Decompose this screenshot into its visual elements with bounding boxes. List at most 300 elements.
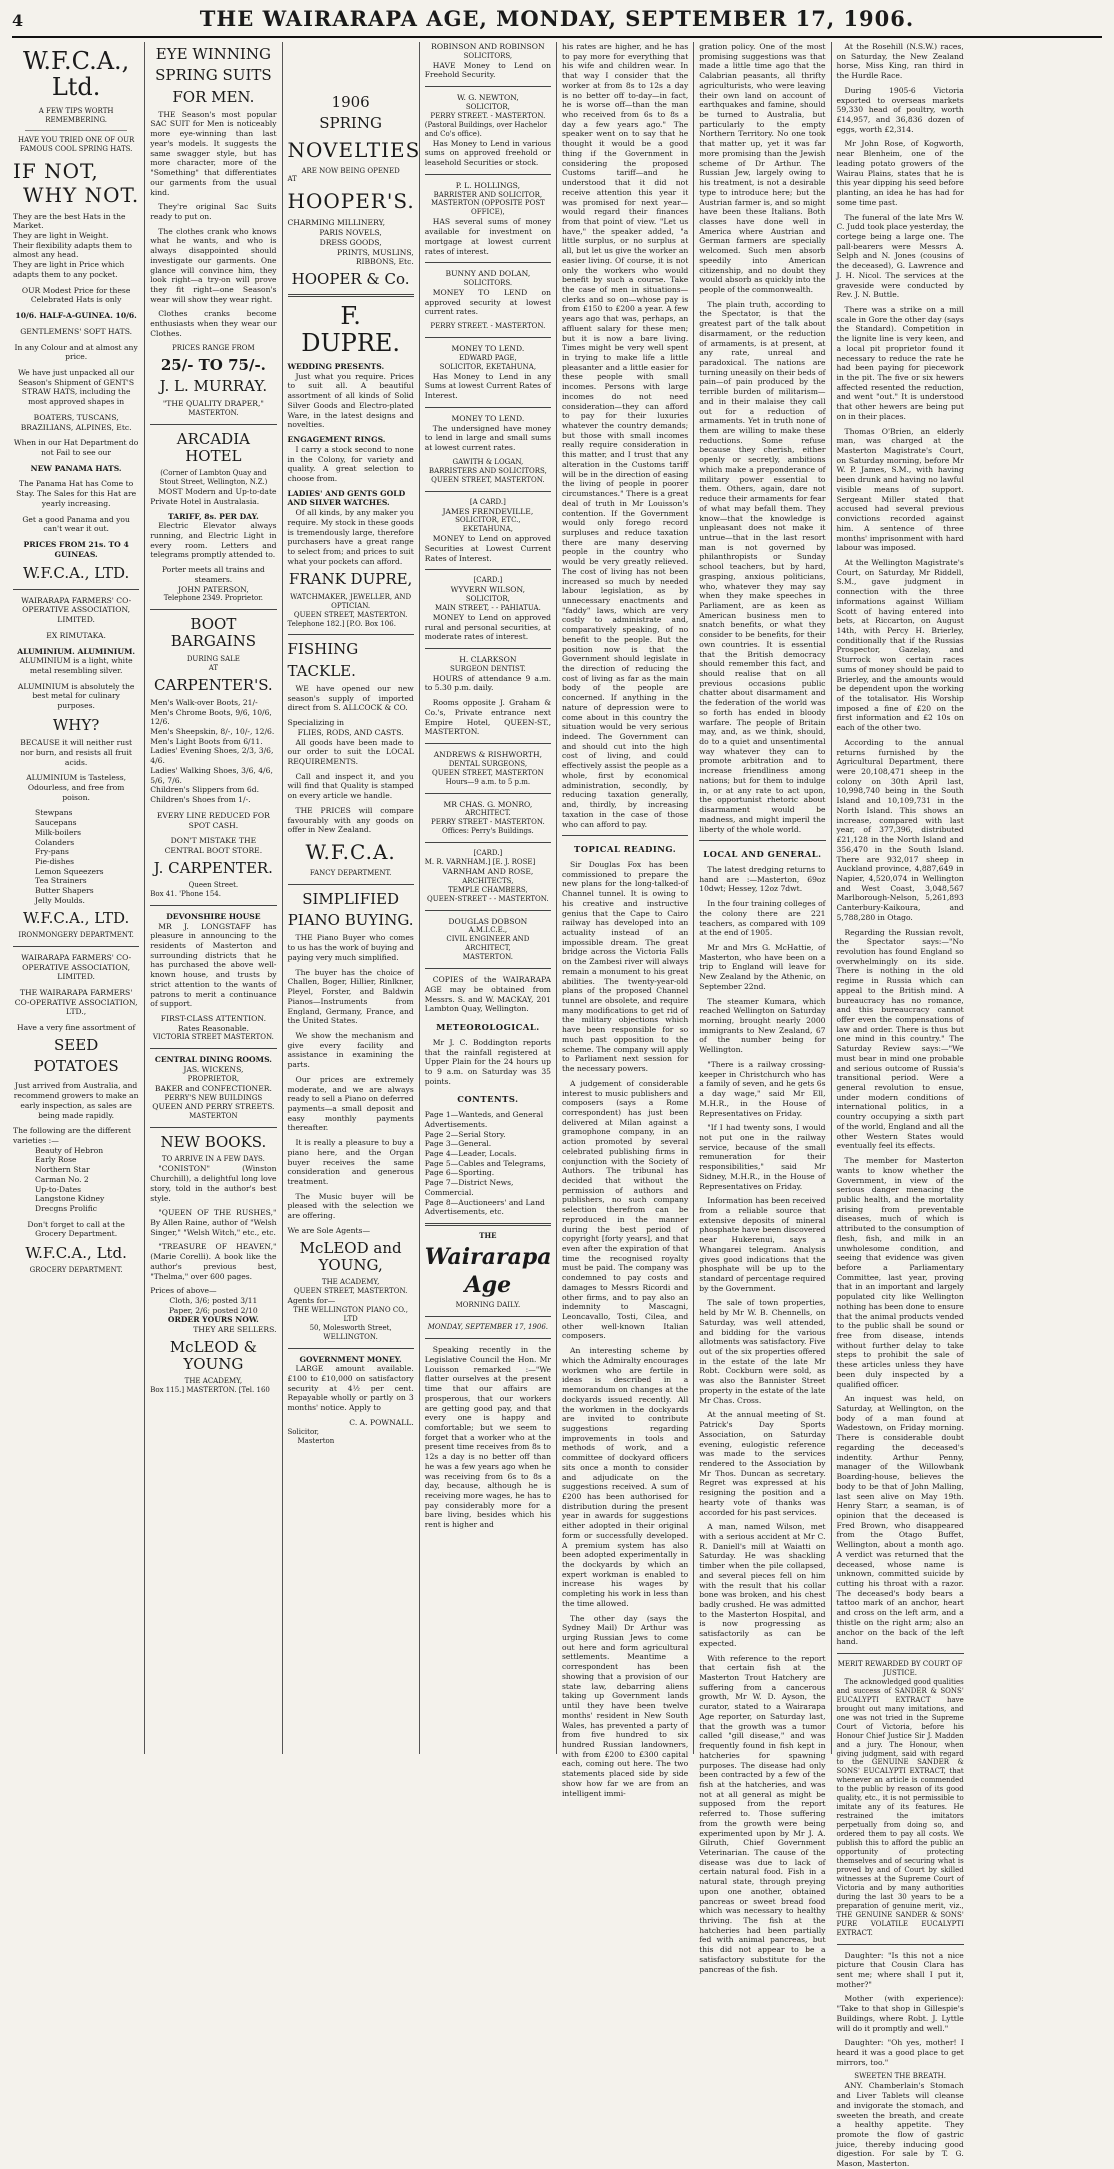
- list-item: PARIS NOVELS,: [319, 228, 382, 238]
- pownall: C. A. POWNALL.: [349, 1417, 414, 1427]
- meteorological-heading: METEOROLOGICAL.: [436, 1022, 540, 1033]
- contents-list: [425, 1110, 551, 1217]
- divider: [425, 910, 551, 911]
- quality-draper: "THE QUALITY DRAPER,": [162, 399, 264, 409]
- divider: [562, 835, 688, 836]
- ad-tried: HAVE YOU TRIED ONE OF OUR FAMOUS COOL SPRING HATS.: [17, 135, 135, 153]
- list-item: CHARMING MILLINERY,: [287, 218, 386, 228]
- dialogue-3: Daughter: "Oh yes, mother! I heard it was a good place to get mirrors, too.": [836, 2038, 964, 2067]
- wickens-town: MASTERTON: [189, 1112, 238, 1121]
- fishing-text-2: All goods have been made to our order to suit the LOCAL REQUIREMENTS.: [287, 737, 414, 766]
- arcadia-text: MOST Modern and Up-to-date Private Hotel in Australasia.: [150, 487, 277, 506]
- molesworth: 50, Molesworth Street,: [309, 1323, 392, 1332]
- divider: [13, 589, 139, 590]
- contents-item: Page 3—General.: [424, 1139, 492, 1149]
- hat-line: Their flexibility adapts them to almost any head.: [13, 240, 132, 260]
- hat-line: They are light in Weight.: [13, 231, 109, 241]
- academy-address: QUEEN STREET, MASTERTON.: [293, 1287, 408, 1296]
- association: WAIRARAPA FARMERS' CO-OPERATIVE ASSOCIATION, LIMITED.: [21, 595, 132, 625]
- contents-item: Page 4—Leader, Locals.: [424, 1149, 517, 1159]
- local-item: "There is a railway crossing-keeper in Christchurch who has a family of seven, and he gets 6s a day wage," said Mr Ell, M.H.R., in the House of Representatives on Friday.: [699, 1059, 826, 1118]
- robinson-text: HAVE Money to Lend on Freehold Security.: [424, 60, 551, 80]
- divider: [425, 842, 551, 843]
- divider: [288, 1348, 414, 1349]
- book-2: "QUEEN OF THE RUSHES," By Allen Raine, author of "Welsh Singer," "Welsh Witch," etc., etc.: [150, 1208, 277, 1237]
- baker: BAKER and CONFECTIONER.: [154, 1083, 272, 1093]
- frendeville: JAMES FRENDEVILLE,: [442, 506, 534, 516]
- varnham-address: QUEEN-STREET - - MASTERTON.: [427, 894, 549, 903]
- watches: LADIES' AND GENTS GOLD AND SILVER WATCHES.: [287, 488, 406, 508]
- divider: [425, 648, 551, 649]
- bunny-sol: SOLICITORS.: [463, 278, 513, 287]
- dont-mistake: DON'T MISTAKE THE CENTRAL BOOT STORE.: [164, 836, 263, 855]
- soft-hats-sub: In any Colour and at almost any price.: [14, 342, 138, 362]
- murray-town: MASTERTON.: [188, 408, 239, 417]
- list-item: Beauty of Hebron: [35, 1145, 104, 1155]
- during-sale: DURING SALE: [186, 654, 240, 663]
- divider: [425, 86, 551, 87]
- monro: MR CHAS. G. MONRO,: [443, 799, 533, 809]
- wyvern-sol: SOLICITOR,: [465, 594, 510, 603]
- frendeville-text: MONEY to Lend on approved Securities at Lowest Current Rates of Interest.: [424, 534, 551, 563]
- local-general-heading: LOCAL AND GENERAL.: [703, 849, 822, 860]
- list-item: Langstone Kidney: [35, 1194, 105, 1204]
- wellington: WELLINGTON.: [323, 1332, 378, 1341]
- money-to-lend-2: MONEY TO LEND.: [451, 413, 525, 423]
- divider: [837, 1653, 964, 1654]
- contents-item: Page 6—Sporting.: [424, 1168, 495, 1178]
- contents-heading: CONTENTS.: [457, 1094, 519, 1105]
- divider: [425, 968, 551, 969]
- suits-text-2: They're original Sac Suits ready to put on.: [150, 202, 277, 221]
- gawith-address: QUEEN STREET, MASTERTON.: [431, 475, 545, 484]
- have-very: Have a very fine assortment of: [16, 1023, 136, 1033]
- arcadia-text-2: Electric Elevator always running, and Electric Light in every room. Letters and telegrams promptly attended to.: [150, 521, 277, 560]
- sweeten-text: ANY. Chamberlain's Stomach and Liver Tablets will cleanse and invigorate the stomach, and sweeten the breath, and create a healthy appetite. They promote the flow of gastric juice, thereby inducing good digestion. For sale by T. G. Mason, Masterton.: [836, 2081, 964, 2169]
- newton: W. G. NEWTON,: [456, 93, 519, 103]
- list-item: Milk-boilers: [35, 827, 81, 837]
- andrews: ANDREWS & RISHWORTH,: [433, 750, 543, 759]
- arcadia-address: (Corner of Lambton Quay and Stout Street, Wellington, N.Z.): [159, 469, 268, 487]
- queen-perry: QUEEN AND PERRY STREETS.: [152, 1102, 275, 1112]
- divider: [425, 174, 551, 175]
- hat-shapes: BOATERS, TUSCANS, BRAZILIANS, ALPINES, Etc.: [20, 412, 132, 432]
- divider: [699, 840, 825, 841]
- clarkson: H. CLARKSON: [459, 655, 517, 665]
- solicitor: Solicitor,: [287, 1427, 319, 1436]
- dental: DENTAL SURGEONS,: [448, 759, 528, 768]
- local-item: "If I had twenty sons, I would not put one in the railway service, because of the small remuneration for their responsibilities," said Mr Sidney, M.H.R., in the House of Representatives on Friday.: [699, 1123, 826, 1191]
- central-dining: CENTRAL DINING ROOMS.: [154, 1055, 272, 1065]
- column-7: [832, 42, 969, 2169]
- association-3: THE WAIRARAPA FARMERS' CO-OPERATIVE ASSOCIATION, LTD.,: [14, 987, 138, 1017]
- mcleod-and-young: McLEOD and YOUNG,: [299, 1238, 402, 1274]
- hat-line: They are the best Hats in the Market.: [13, 211, 126, 231]
- suits-text-3: The clothes crank who knows what he wants, and who is always disappointed should investigate our garments. One glance will convince him, they look right—a try-on will prove they fit right—one Season's wear will show they wear right.: [150, 226, 277, 304]
- merit-text: The acknowledged good qualities and success of SANDER & SONS' EUCALYPTI EXTRACT have brought out many imitations, and one was not tried in the Supreme Court of Victoria, before his Honour Chief Justice Sir J. Madden and a jury. The Honour, when giving judgment, said with regard to the GENUINE SANDER & SONS' EUCALYPTI EXTRACT, that whenever an article is commended to the public by reason of its good quality, etc., it is not permissible to imitate any of its features. He restrained the imitators perpetually from doing so, and ordered them to pay all costs. We publish this to afford the public an opportunity of protecting themselves and of securing what is proved by and of Court by skilled witnesses at the Supreme Court of Victoria and by many authorities during the last 30 years to be a preparation of genuine merit, viz., THE GENUINE SANDER & SONS' PURE VOLATILE EUCALYPTI EXTRACT.: [836, 1677, 964, 1937]
- divider: [425, 1338, 551, 1339]
- fishing-text-3: Call and inspect it, and you will find that Quality is stamped on every article we handle.: [287, 771, 414, 801]
- civil-engineer: CIVIL ENGINEER AND ARCHITECT,: [446, 935, 530, 953]
- column-3: [283, 42, 420, 1754]
- association-2: WAIRARAPA FARMERS' CO-OPERATIVE ASSOCIATION, LIMITED.: [21, 952, 132, 982]
- leader-continued: his rates are higher, and he has to pay more for everything that his wife and children wear. In that way I consider that the worker at from 8s to 12s a day is no better off to-day—in fact, he is worse off—than the man who received from 6s to 8s a day a few years ago." The speaker went on to say that he thought it would be a good thing if the Government in considering the proposed Customs tariff—and he understood that it did not receive attention this year it was promised for next year—would regard their finances from that point of view. "Let us have," the speaker added, "a little surplus, or no surplus at all, but let us give the worker an easier living. Of course, it is not only the workers who would benefit by such a course. Take the case of men in situations—clerks and so on—whose pay is from £150 to £200 a year. A few years ago that was, perhaps, an affluent salary for these men; but it is now a bare living. Times might be very well spent in trying to make life a little pleasanter and a little easier for these people with small incomes. Persons with large incomes do not need consideration—they can afford to pay for their luxuries whatever the country demands; but those with small incomes really require consideration in this matter, and I trust that any alteration in the Customs tariff will be in the direction of easing the living of people in poorer circumstances." There is a great deal of truth in Mr Louisson's contention. If the Government would only forego record surpluses and reduce taxation there are many deserving people in the country who would be very greatly relieved. The cost of living has not been increased so much by needed labour legislation, as by unnecessary enactments and "faddy" laws, which are very costly to administrate and, comparatively speaking, of no benefit to the people. But the position now is that the Government should legislate in the direction of reducing the cost of living as far as the main body of the people are concerned. If anything in the nature of depression were to come about in this country the situation would be very serious indeed. The Government can and should cut into the high cost of living, and could effectively assist the people as a whole, first by economical administration, secondly, by reducing taxation generally, and, thirdly, by increasing taxation in the case of those who can afford to pay.: [562, 42, 689, 829]
- local-item: Information has been received from a reliable source that extensive deposits of mineral phosphate have been discovered near Hukerenui, says a Whangarei telegram. Analysis gives good indications that the phosphate will be up to the standard of percentage required by the Government.: [699, 1196, 826, 1293]
- topical-text-1: Sir Douglas Fox has been commissioned to prepare the new plans for the long-talked-of Channel tunnel. It is owing to his creative and instructive genius that the Cape to Cairo railway has developed into an actuality instead of an impossible dream. The great bridge across the Victoria Falls on the Zambesi river will always remain a monument to his great abilities. The twenty-year-old plans of the proposed Channel tunnel are obsolete, and require many modifications to get rid of the military objections which have been responsible for so much past opposition to the scheme. The company will apply to Parliament next session for the necessary powers.: [562, 859, 689, 1074]
- spring: SPRING: [319, 114, 382, 133]
- list-item: Saucepans: [35, 818, 77, 828]
- money-to-lend-1: MONEY TO LEND.: [451, 344, 525, 354]
- divider: [150, 424, 276, 425]
- robinson: ROBINSON AND ROBINSON: [431, 42, 545, 51]
- ad-firm-heading: W.F.C.A., Ltd.: [22, 47, 130, 102]
- panama-text: The Panama Hat has Come to Stay. The Sales for this Hat are yearly increasing.: [16, 479, 137, 508]
- local-item: The latest dredging returns to hand are :—Masterton, 69oz 10dwt; Hessey, 12oz 7dwt.: [699, 864, 826, 894]
- hours: HOURS of attendance 9 a.m. to 5.30 p.m. daily.: [424, 673, 551, 693]
- panama-heading: NEW PANAMA HATS.: [30, 463, 122, 473]
- local-item: A man, named Wilson, met with a serious accident at Mr C. R. Daniell's mill at Waiatti on Saturday. He was shackling timber when the pile collapsed, and several pieces fell on him with the result that his collar bone was broken, and his chest badly crushed. He was admitted to the Masterton Hospital, and is now progressing as satisfactorily as can be expected.: [699, 1522, 826, 1648]
- arcadia-heading: ARCADIA HOTEL: [176, 429, 250, 465]
- wyvern-address: MAIN STREET, - - PAHIATUA.: [434, 603, 541, 612]
- opened: ARE NOW BEING OPENED: [301, 166, 400, 175]
- proprietor: PROPRIETOR,: [187, 1074, 240, 1083]
- tasteless: ALUMINIUM is Tasteless, Odourless, and free from poison.: [26, 773, 127, 802]
- local-item: Mr John Rose, of Kogworth, near Blenheim, one of the leading potato growers of the Wairau Plains, states that he is this year dipping his seed before planting, an idea he has had for some time past.: [836, 139, 964, 207]
- perrys-buildings: PERRY'S NEW BUILDINGS: [164, 1093, 263, 1102]
- hooper-co: HOOPER & Co.: [291, 270, 410, 288]
- queen-street: Queen Street.: [188, 880, 239, 889]
- column-2: [145, 42, 282, 1754]
- boot-heading: BOOT BARGAINS: [170, 615, 257, 651]
- wellington-piano: THE WELLINGTON PIANO CO., LTD: [293, 1305, 408, 1323]
- mcleod-box: Box 115.] MASTERTON. [Tel. 160: [150, 1386, 270, 1395]
- newton-sol: SOLICITOR,: [465, 102, 510, 111]
- arrive: TO ARRIVE IN A FEW DAYS.: [161, 1155, 265, 1164]
- suits-text-1: THE Season's most popular SAC SUIT for Men is noticeably more eye-winning than last year's models. It suggests the same swagger style, but has more character, more of the "Something" that differentiates our garments from the usual kind.: [150, 109, 277, 197]
- list-item: Carman No. 2: [35, 1174, 89, 1184]
- divider: [150, 609, 276, 610]
- hollings-text: HAS several sums of money available for investment on mortgage at lowest current rates of interest.: [424, 217, 551, 256]
- academy: THE ACADEMY,: [321, 1278, 380, 1287]
- local-item: Mr and Mrs G. McHattie, of Masterton, who have been on a trip to England will leave for New Zealand by the Athenic, on September 22nd.: [699, 943, 826, 991]
- book-3: "TREASURE OF HEAVEN," (Marie Corelli). A book like the author's previous best, "Thelma," over 600 pages.: [150, 1242, 277, 1281]
- engagement-text: I carry a stock second to none in the Colony, for variety and quality. A great selection to choose from.: [287, 444, 414, 483]
- because: BECAUSE it will neither rust nor burn, and resists all fruit acids.: [20, 738, 133, 767]
- firm-2: W.F.C.A., LTD.: [22, 564, 130, 583]
- seed-heading: SEED: [54, 1035, 99, 1054]
- hollings: P. L. HOLLINGS,: [455, 180, 520, 190]
- arcadia-telephone: Telephone 2349. Proprietor.: [163, 594, 264, 603]
- meteorological-text: Mr J. C. Boddington reports that the rainfall registered at Upper Plain for the 24 hours up to 9 a.m. on Saturday was 35 points.: [424, 1037, 551, 1086]
- devonshire: DEVONSHIRE HOUSE: [166, 911, 261, 921]
- page-text: Has Money to Lend in any Sums at lowest Current Rates of Interest.: [424, 371, 551, 401]
- local-item: The sale of town properties, held by Mr W. B. Chennells, on Saturday, was well attended, and bidding for the various allotments was satisfactory. Five out of the six properties offered in the estate of the late Mr Robt. Cockburn were sold, as was also the Bannister Street property in the estate of the late Mr Chas. Cross.: [699, 1298, 826, 1405]
- hat-prices: PRICES FROM 21s. TO 4 GUINEAS.: [23, 540, 129, 559]
- divider: [288, 294, 414, 297]
- divider: [25, 130, 127, 131]
- topical-text-2: A judgement of considerable interest to music publishers and composers (says a Rome correspondent) has just been delivered at Milan against a gramophone company, in an action promoted by several celebrated publishing firms in conjunction with the Society of Authors. The tribunal has decided that without the permission of authors and publishers, no such company selection therefrom can be reproduced in the manner during the best period of copyright [forty years], and that even after the expiration of that time the recognised royalty must be paid. The company was condemned to pay costs and damages to Messrs Ricordi and other firms, and to pay also an indemnity to Mascagni, Leoncavallo, Tosti, Cilea, and other well-known Italian composers.: [562, 1078, 689, 1341]
- monro-offices: Offices: Perry's Buildings.: [441, 827, 534, 836]
- list-item: Tea Strainers: [35, 876, 87, 886]
- list-item: Ladies' Evening Shoes, 2/3, 3/6, 4/6.: [150, 746, 274, 766]
- varnham-architects: ARCHITECTS,: [462, 876, 514, 885]
- surgeon: SURGEON DENTIST.: [450, 664, 526, 673]
- newton-address: PERRY STREET. - MASTERTON.: [430, 111, 546, 120]
- order-now: ORDER YOURS NOW.: [167, 1315, 259, 1325]
- frendeville-sol: SOLICITOR, ETC.,: [455, 516, 521, 525]
- firm-4: W.F.C.A., Ltd.: [25, 1244, 127, 1263]
- divider: [150, 1127, 276, 1128]
- list-item: Men's Sheepskin, 8/-, 10/-, 12/6.: [150, 727, 275, 737]
- hooper-lines: [288, 218, 414, 267]
- prices-above: Prices of above—: [150, 1286, 217, 1296]
- dialogue-2: Mother (with experience): "Take to that shop in Gillespie's Buildings, where Robt. J. Lyttle will do it promptly and well.": [836, 1994, 964, 2033]
- page-name: EDWARD PAGE,: [458, 353, 517, 362]
- divider: [425, 793, 551, 794]
- suits-heading-2: SPRING SUITS: [155, 66, 272, 85]
- academy: THE ACADEMY,: [184, 1377, 243, 1386]
- topical-continued: gration policy. One of the most promising suggestions was that made a little time ago that the Calabrian peasants, all thrifty agriculturists, who were leaving their own land on account of earthquakes and famine, should be turned to Australia, but particularly to the empty Northern Territory. No one took that matter up, yet it was far more promising than the Jewish scheme of Dr Arthur. The Russian Jew, largely owing to his treatment, is not a desirable type to introduce here; but the Austrian farmer is, and so might have been these Italians. Both classes have done well in America where Austrian and German farmers are specially welcomed. Such men absorb speedily into American citizenship, and no doubt they would absorb as quickly into the people of the commonwealth.: [699, 42, 826, 294]
- divider: [425, 743, 551, 744]
- engagement: ENGAGEMENT RINGS.: [287, 435, 386, 445]
- merit-heading: MERIT REWARDED BY COURT OF JUSTICE.: [837, 1660, 963, 1677]
- local-item: According to the annual returns furnished by the Agricultural Department, there were 20,108,471 sheep in the colony on 30th April last, 10,998,740 being in the South Island and 10,109,731 in the North Island. This shows an increase, compared with last year, of 377,396, distributed £21,128 in the North Island and 356,470 in the South Island. There are 932,017 sheep in Auckland province, 4,887,649 in Napier, 4,520,074 in Wellington and West Coast, 3,048,567 Marlborough-Nelson, 5,261,893 Canterbury-Kaikoura, and 5,788,280 in Otago.: [836, 737, 964, 922]
- list-item: RIBBONS, Etc.: [355, 257, 414, 267]
- list-item: Northern Star: [35, 1165, 90, 1175]
- topical-text-3: An interesting scheme by which the Admiralty encourages workmen who are fertile in ideas is described in a memorandum on changes at the dockyards issued recently. All the workmen in the dockyards are invited to contribute suggestions regarding improvements in tools and methods of work, and a committee of dockyard officers sits once a month to consider and adjudicate on the suggestions received. A sum of £200 has been authorised for distribution during the present year in awards for suggestions either adopted in their original form or successfully developed. A premium system has also been adopted experimentally in the dockyards by which an expert workman is enabled to increase his wages by completing his work in less than the time allowed.: [562, 1346, 689, 1608]
- contents-item: Page 1—Wanteds, and General Advertisements.: [424, 1110, 544, 1129]
- dobson: DOUGLAS DOBSON: [448, 916, 528, 926]
- watchmaker: WATCHMAKER, JEWELLER, AND OPTICIAN.: [290, 592, 412, 610]
- contents-item: Page 8—Auctioneers' and Land Advertisements, etc.: [424, 1197, 545, 1217]
- hoopers: HOOPER'S.: [287, 189, 415, 214]
- fishing-text-4: THE PRICES will compare favourably with any goods on offer in New Zealand.: [287, 805, 414, 835]
- column-4: [420, 42, 557, 1754]
- local-item: An inquest was held, on Saturday, at Wellington, on the body of a man found at Wadestown, on Friday morning. There is considerable doubt regarding the deceased's indentity. Arthur Penny, manager of the Willowbank Boarding-house, believes the body to be that of John Malling, last seen alive on May 19th. Henry Starr, a seaman, is of opinion that the deceased is Fred Brown, who disappeared from the Otago Buffet, Wellington, about a month ago. A verdict was returned that the deceased, whose name is unknown, committed suicide by cutting his throat with a razor. The deceased's body bears a tattoo mark of an anchor, heart and cross on the left arm, and a thistle on the right arm; also an anchor on the back of the left hand.: [836, 1394, 964, 1647]
- price-range: PRICES RANGE FROM: [172, 343, 255, 352]
- bunny: BUNNY AND DOLAN,: [445, 269, 531, 279]
- masthead-title: THE WAIRARAPA AGE, MONDAY, SEPTEMBER 17, 1906.: [199, 6, 915, 31]
- list-item: Lemon Squeezers: [35, 866, 104, 876]
- page-sol: SOLICITOR, EKETAHUNA,: [439, 362, 537, 371]
- boot-list: [150, 698, 276, 805]
- fishing-text-1: WE have opened our new season's supply of imported direct from S. ALLCOCK & CO.: [287, 683, 414, 713]
- suits-heading-3: FOR MEN.: [172, 87, 255, 106]
- list-item: DRESS GOODS,: [319, 237, 382, 247]
- local-item: In the four training colleges of the colony there are 221 teachers, as compared with 109 at the end of 1905.: [699, 899, 826, 938]
- potatoes-heading: POTATOES: [33, 1057, 119, 1076]
- divider: [837, 1944, 964, 1945]
- murray: J. L. MURRAY.: [159, 376, 268, 395]
- flies: FLIES, RODS, AND CASTS.: [297, 727, 404, 737]
- rooms: Rooms opposite J. Graham & Co.'s, Private entrance next Empire Hotel, QUEEN-ST., MASTERTON.: [424, 698, 551, 737]
- divider: [425, 262, 551, 263]
- list-item: Jelly Moulds.: [35, 895, 85, 905]
- list-item: PRINTS, MUSLINS,: [337, 247, 414, 257]
- list-item: Up-to-Dates: [35, 1184, 82, 1194]
- victoria-street: VICTORIA STREET MASTERTON.: [152, 1033, 274, 1042]
- wyvern-text: MONEY to Lend on approved rural and personal securities, at moderate rates of interest.: [424, 612, 551, 642]
- watches-text: Of all kinds, by any maker you require. My stock in these goods is tremendously large, therefore purchasers have a great range to select from; and prices to suit what your pockets can afford.: [287, 508, 414, 566]
- amice: A.M.I.C.E.,: [468, 926, 508, 935]
- reduced: EVERY LINE REDUCED FOR SPOT CASH.: [156, 810, 270, 830]
- piano-text-4: Our prices are extremely moderate, and we are always ready to sell a Piano on deferred payments—a small deposit and easy monthly payments thereafter.: [287, 1074, 414, 1133]
- rates: Rates Reasonable.: [177, 1023, 249, 1033]
- government-money: GOVERNMENT MONEY.: [299, 1354, 402, 1364]
- robinson-sol: SOLICITORS,: [463, 51, 513, 60]
- divider: [425, 1223, 551, 1226]
- just-arrived: Just arrived from Australia, and recommend growers to make an early inspection, as sales are being made rapidly.: [13, 1081, 139, 1120]
- hat-lines: [13, 212, 139, 280]
- gawith-sol: BARRISTERS AND SOLICITORS,: [428, 466, 547, 475]
- divider: [13, 946, 139, 947]
- newton-text-2: Has Money to Lend in various sums on approved freehold or leasehold Securities or stock.: [424, 138, 551, 168]
- architect: ARCHITECT.: [465, 809, 511, 818]
- book-1: "CONISTON" (Winston Churchill), a delightful long love story, told in the author's best style.: [150, 1164, 277, 1203]
- list-item: Butter Shapers: [35, 886, 94, 896]
- pownall-town: Masterton: [297, 1436, 335, 1445]
- temple-chambers: TEMPLE CHAMBERS,: [448, 885, 528, 894]
- shipment: We have just unpacked all our Season's Shipment of GENT'S STRAW HATS, including the most approved shapes in: [18, 367, 135, 407]
- copies-notice: COPIES of the WAIRARAPA AGE may be obtained from Messrs. S. and W. MACKAY, 201 Lambton Quay, Wellington.: [424, 975, 551, 1014]
- ironmongery: IRONMONGERY DEPARTMENT.: [18, 930, 134, 939]
- nameplate-the: THE: [479, 1231, 497, 1241]
- local-item: The steamer Kumara, which reached Wellington on Saturday morning, brought nearly 2000 immigrants to New Zealand, 67 of the number being for Wellington.: [699, 996, 826, 1055]
- contents-item: Page 2—Serial Story.: [424, 1129, 506, 1139]
- column-6: [694, 42, 831, 1974]
- fishing: FISHING: [287, 640, 359, 659]
- wedding-text: Just what you require. Prices to suit all. A beautiful assortment of all kinds of Solid Silver Goods and Electro-plated Ware, in the latest designs and novelties.: [287, 371, 414, 430]
- dupre-address: QUEEN STREET, MASTERTON.: [293, 610, 408, 619]
- aluminium-heading: ALUMINIUM. ALUMINIUM.: [17, 646, 135, 656]
- bunny-text: MONEY TO LEND on approved security at lowest current rates.: [424, 287, 551, 317]
- hollings-sol: BARRISTER AND SOLICITOR,: [433, 190, 543, 199]
- topical-text-5: The plain truth, according to the Spectator, is that the greatest part of the talk about disarmament, or the reduction of armaments, is at present, at any rate, unreal and paradoxical. The nations are turning uneasily on their beds of pain—of pain produced by the terrible burden of militarism—and in their malaise they call out for a reduction of armaments. Yet in truth none of them are willing to make these reductions. Some refuse because they cherish, either openly or secretly, ambitions which make a preponderance of military power essential to them. Others, again, dare not reduce their armaments for fear of what may befall them. They know—that the knowledge is unpleasant does not make it untrue—that in the last resort man is not governed by philanthropists or Sunday school teachers, but by hard, grasping, anxious politicians, who, whatever they may say when they make speeches in Parliament, are as keen as American business men to snatch benefits, or what they consider to be benefits, for their own countries. It is essential that the British democracy should remember this fact, and should realise that on all previous occasions public chatter about disarmament and the federation of the world was so forth has ended in bloody warfare. The people of Britain may, and, as we think, should, do to a quiet and unsentimental way whatever they can to promote arbitration and to increase friendliness among nations; but for them to indulge in, or at any rate to act upon, the opportunist rhetoric about disarmament would be madness, and might imperil the liberty of the whole world.: [699, 299, 826, 834]
- list-item: Colanders: [35, 837, 75, 847]
- leader-text: Speaking recently in the Legislative Council the Hon. Mr Louisson remarked :—"We flatter ourselves at the present time that our affairs are prosperous, that our workers are getting good pay, and that every one is happy and comfortable; but we seem to forget that a worker who at the present time receives from 8s to 12s a day is no better off than he was a few years ago when he was receiving from 6s to 8s a day, because, although he is receiving more wages, he has to pay considerably more for a bare living, besides which his rent is higher and: [424, 1345, 551, 1530]
- local-item: The member for Masterton wants to know whether the Government, in view of the serious danger menacing the public health, and the mortality arising from preventable diseases, much of which is attributed to the consumption of flesh, fish, and milk in an unwholesome condition, and seeing that evidence was given before a Parliamentary Committee, last year, proving that in an important and largely populated city like Wellington nothing has been done to ensure that the animal products vended to the public shall be sound or free from disease, intends without further delay to take steps to prohibit the sale of these articles unless they have been duly inspected by a qualified officer.: [836, 1156, 964, 1389]
- sellers: THEY ARE SELLERS.: [193, 1325, 277, 1335]
- list-item: Early Rose: [35, 1155, 77, 1165]
- divider: [150, 1048, 276, 1049]
- card-label: [A CARD.]: [469, 497, 506, 506]
- varnham: VARNHAM AND ROSE,: [442, 867, 534, 877]
- new-books: NEW BOOKS.: [160, 1133, 267, 1152]
- local-item: With reference to the report that certain fish at the Masterton Trout Hatchery are suffering from a cancerous growth, Mr W. D. Ayson, the curator, stated to a Wairarapa Age reporter, on Saturday last, that the growth was a tumor called "gill disease," and was frequently found in fish kept in hatcheries for spawning purposes. The disease had only been contracted by a few of the fish at the hatcheries, and was not at all general as might be supposed from the report referred to. Those suffering from the growth were being experimented upon by Mr J. A. Gilruth, Chief Government Veterinarian. The cause of the disease was due to lack of certain natural food. Fish in a natural state, through preying upon one another, obtained pancreas or sweet bread food which was necessary to healthy thriving. The fish at the hatcheries had been partially fed with animal pancreas, but this did not appear to be a satisfactory substitute for the pancreas of the fish.: [699, 1653, 826, 1974]
- wickens: JAS. WICKENS,: [183, 1065, 244, 1075]
- wyvern: WYVERN WILSON,: [450, 585, 526, 595]
- why-heading: WHY?: [52, 715, 100, 734]
- piano-text-5: It is really a pleasure to buy a piano here, and the Organ buyer receives the same consideration and generous treatment.: [287, 1138, 414, 1187]
- wedding: WEDDING PRESENTS.: [287, 362, 385, 372]
- paterson: JOHN PATERSON,: [177, 584, 249, 594]
- list-item: Men's Walk-over Boots, 21/-: [150, 697, 258, 707]
- local-item: There was a strike on a mill scale in Gore the other day (says the Standard). Competition in the lignite line is very keen, and a local pit proprietor found it necessary to reduce the rate he had been paying for piecework in the pit. The five or six hewers affected resented the reduction, and went "out." It is understood that other hewers are being put on in their places.: [836, 304, 964, 421]
- card-label: [CARD.]: [473, 849, 503, 858]
- novelties: NOVELTIES: [287, 137, 421, 162]
- column-5: [557, 42, 694, 1798]
- nameplate: Wairarapa Age: [424, 1244, 552, 1299]
- varnham-names: M. R. VARNHAM.] [E. J. ROSE]: [424, 858, 536, 867]
- cloth-price: Cloth, 3/6; posted 3/11: [169, 1295, 258, 1305]
- leader-date: MONDAY, SEPTEMBER 17, 1906.: [427, 1323, 549, 1332]
- potato-varieties: [13, 1146, 139, 1214]
- newton-text: (Pastoral Buildings, over Hachelor and Co's office).: [424, 120, 548, 138]
- list-item: Ladies' Walking Shoes, 3/6, 4/6, 5/6, 7/6.: [150, 765, 273, 785]
- topical-text-4: The other day (says the Sydney Mail) Dr Arthur was urging Russian Jews to come out here and form agricultural settlements. Meantime a correspondent has been showing that a provision of our state law, debarring aliens taking up Government lands until they have been twelve months' resident in New South Wales, has prevented a party of from five hundred to six hundred Russian landowners, with from £200 to £300 capital each, coming out here. The two statements placed side by side show how far we are from an intelligent immi-: [562, 1613, 689, 1798]
- wfca: W.F.C.A.: [305, 840, 396, 865]
- f-dupre: F. DUPRE.: [301, 302, 401, 357]
- grocery: GROCERY DEPARTMENT.: [29, 1266, 123, 1275]
- tariff: TARIFF, 8s. PER DAY.: [167, 511, 259, 521]
- topical-heading: TOPICAL READING.: [574, 844, 677, 855]
- frendeville-address: EKETAHUNA,: [462, 525, 513, 534]
- dental-hours: Hours—9 a.m. to 5 p.m.: [445, 777, 531, 786]
- local-item: During 1905-6 Victoria exported to overseas markets 59,330 head of poultry, worth £14,957, and 36,836 dozen of eggs, worth £2,314.: [836, 85, 964, 134]
- fancy-department: FANCY DEPARTMENT.: [309, 869, 392, 878]
- local-item: At the Wellington Magistrate's Court, on Saturday, Mr Riddell, S.M., gave judgment in connection with the three informations against William Scott of having entered into bets, at Riccarton, on August 14th, with Percy H. Brierley, conditionally that if the Russias Prospector, Gazelay, and Sturrock won certain races sums of money should be paid to Brierley, and the amounts would be dependent upon the working of the totalisator. His Worship imposed a fine of £20 on the first information and £2 10s on each of the other two.: [836, 557, 964, 733]
- monro-address: PERRY STREET - MASTERTON.: [431, 818, 545, 827]
- sole-agents: We are Sole Agents—: [287, 1225, 371, 1235]
- contents-item: Page 5—Cables and Telegrams,: [424, 1158, 546, 1168]
- carpenters: CARPENTER'S.: [154, 675, 273, 694]
- piano-text-6: The Music buyer will be pleased with the selection we are offering.: [287, 1191, 414, 1221]
- at-label: AT: [208, 663, 219, 672]
- dupre-telephone: Telephone 182.] [P.O. Box 106.: [287, 619, 396, 628]
- masthead: [12, 6, 1102, 38]
- dont-forget: Don't forget to call at the Grocery Department.: [27, 1219, 125, 1239]
- piano-text-3: We show the mechanism and give every facility and assistance in examining the parts.: [287, 1030, 414, 1070]
- dental-address: QUEEN STREET, MASTERTON: [432, 768, 544, 777]
- piano-buying: PIANO BUYING.: [287, 911, 414, 930]
- longstaff-text: MR J. LONGSTAFF has pleasure in announcing to the residents of Masterton and surrounding districts that he has purchased the above well-known house, and trusts by strict attention to the wants of patrons to merit a continuance of support.: [150, 921, 277, 1009]
- divider: [425, 491, 551, 492]
- frank-dupre: FRANK DUPRE,: [288, 570, 413, 589]
- divider: [425, 407, 551, 408]
- get-good: Get a good Panama and you can't wear it out.: [22, 514, 130, 534]
- simplified: SIMPLIFIED: [302, 889, 400, 908]
- local-item: The funeral of the late Mrs W. C. Judd took place yesterday, the cortege being a large one. The pall-bearers were Messrs A. Selph and N. Jones (cousins of the deceased), G. Lawrence and J. H. Nicol. The services at the graveside were conducted by Rev. J. N. Buttle.: [836, 212, 964, 300]
- government-text: LARGE amount available. £100 to £10,000 on satisfactory security at 4½ per cent. Repayable wholly or partly on 3 months' notice. Apply to: [287, 1364, 414, 1413]
- list-item: Children's Shoes from 1/-.: [150, 795, 251, 805]
- when-in: When in our Hat Department do not Fail to see our: [13, 438, 139, 457]
- list-item: Drecgns Prolific: [35, 1203, 98, 1213]
- dialogue-1: Daughter: "Is this not a nice picture that Cousin Clara has sent me; where shall I put it, mother?": [836, 1950, 964, 1989]
- year-1906: 1906: [331, 93, 370, 111]
- spacer: [288, 42, 414, 90]
- following: The following are the different varieties :—: [13, 1126, 131, 1145]
- divider: [288, 884, 414, 885]
- agents-for: Agents for—: [287, 1296, 336, 1306]
- list-item: Fry-pans: [35, 847, 69, 857]
- ad-ifnot: IF NOT,: [13, 158, 99, 183]
- divider: [425, 1316, 551, 1317]
- hat-line: They are light in Price which adapts them to any pocket.: [13, 260, 125, 279]
- suits-text-4: Clothes cranks become enthusiasts when they wear our Clothes.: [150, 309, 277, 338]
- tackle: TACKLE.: [287, 661, 356, 680]
- money-text: The undersigned have money to lend in large and small sums at lowest current rates.: [424, 423, 551, 452]
- ad-whynot: WHY NOT.: [23, 182, 140, 207]
- suit-price: 25/- TO 75/-.: [160, 355, 266, 374]
- page-number: 4: [12, 11, 24, 30]
- list-item: Stewpans: [35, 808, 73, 818]
- aluminium-1: ALUMINIUM is a light, white metal resembling silver.: [19, 656, 133, 675]
- specialize: Specializing in: [287, 718, 345, 728]
- suits-heading-1: EYE WINNING: [155, 45, 271, 63]
- local-item: Thomas O'Brien, an elderly man, was charged at the Masterton Magistrate's Court, on Saturday morning, before Mr W. P. James, S.M., with having been drunk and having no lawful visible means of support. Sergeant Miller stated that accused had several previous convictions recorded against him. A sentence of three months' imprisonment with hard labour was imposed.: [836, 426, 964, 553]
- contents-item: Page 7—District News, Commercial.: [424, 1178, 514, 1197]
- card-label: [CARD.]: [473, 576, 503, 585]
